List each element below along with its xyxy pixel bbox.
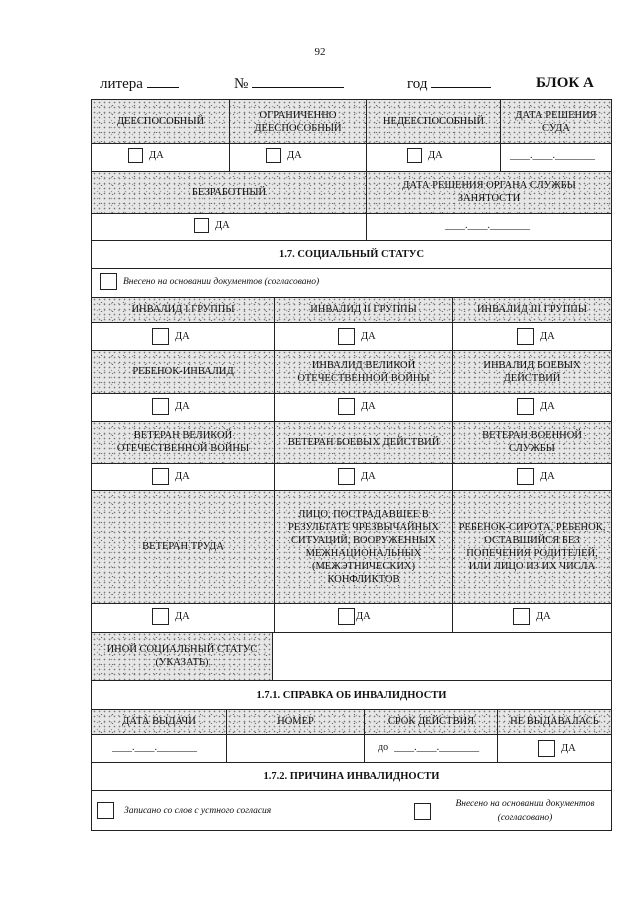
hline <box>91 143 612 144</box>
yes-label: ДА <box>287 150 302 161</box>
yes-label: ДА <box>361 401 376 412</box>
label-veteran-ww2: ВЕТЕРАН ВЕЛИКОЙ ОТЕЧЕСТВЕННОЙ ВОЙНЫ <box>116 430 250 454</box>
checkbox[interactable] <box>338 468 355 485</box>
section-social-status: 1.7. СОЦИАЛЬНЫЙ СТАТУС <box>278 249 425 260</box>
yes-label: ДА <box>540 331 555 342</box>
yes-label: ДА <box>149 150 164 161</box>
disabled-2-yes[interactable] <box>338 328 376 345</box>
label-disabled-3: ИНВАЛИД III ГРУППЫ <box>476 304 588 315</box>
label-veteran-combat: ВЕТЕРАН БОЕВЫХ ДЕЙСТВИЙ <box>287 436 440 448</box>
checkbox[interactable] <box>517 398 534 415</box>
number-field[interactable] <box>234 74 344 93</box>
issue-date-field[interactable]: ____.____.________ <box>112 742 197 753</box>
hline <box>91 463 612 464</box>
yes-label: ДА <box>540 471 555 482</box>
yes-label: ДА <box>540 401 555 412</box>
until-label: до <box>378 742 389 753</box>
yes-label: ДА <box>175 331 190 342</box>
checkbox[interactable] <box>152 608 169 625</box>
capable-yes[interactable] <box>128 148 164 163</box>
label-veteran-labor: ВЕТЕРАН ТРУДА <box>142 541 224 552</box>
veteran-military-yes[interactable] <box>517 468 555 485</box>
section-disability-certificate: 1.7.1. СПРАВКА ОБ ИНВАЛИДНОСТИ <box>256 689 447 701</box>
label-disabled-combat: ИНВАЛИД БОЕВЫХ ДЕЙСТВИЙ <box>483 359 581 384</box>
label-unemployed: БЕЗРАБОТНЫЙ <box>191 186 267 198</box>
checkbox[interactable] <box>407 148 422 163</box>
year-field[interactable] <box>407 74 491 93</box>
yes-label: ДА <box>175 401 190 412</box>
litera-field[interactable] <box>100 74 179 93</box>
number-blank[interactable] <box>252 74 344 88</box>
yes-label: ДА <box>428 150 443 161</box>
label-capable: ДЕЕСПОСОБНЫЙ <box>116 116 205 127</box>
yes-label: ДА <box>215 220 230 231</box>
hline <box>91 213 612 214</box>
block-title: БЛОК А <box>536 75 594 91</box>
yes-label: ДА <box>361 471 376 482</box>
validity-field[interactable] <box>378 742 479 753</box>
litera-blank[interactable] <box>147 74 179 88</box>
docs-based-option[interactable] <box>414 803 437 820</box>
orphan-yes[interactable] <box>513 608 551 625</box>
hline <box>91 268 612 269</box>
limited-capable-yes[interactable] <box>266 148 302 163</box>
not-issued-yes[interactable] <box>538 740 576 757</box>
checkbox[interactable] <box>517 328 534 345</box>
docs-based-line2: (согласовано) <box>497 813 553 823</box>
unemployed-yes[interactable] <box>194 218 230 233</box>
veteran-combat-yes[interactable] <box>338 468 376 485</box>
label-validity: СРОК ДЕЙСТВИЯ <box>387 716 475 727</box>
checkbox[interactable] <box>517 468 534 485</box>
number-label: № <box>234 76 249 92</box>
label-orphan: РЕБЕНОК-СИРОТА, РЕБЕНОК, ОСТАВШИЙСЯ БЕЗ ПОПЕЧЕНИЯ РОДИТЕЛЕЙ, ИЛИ ЛИЦО ИЗ ИХ ЧИСЛА <box>458 521 606 572</box>
label-not-issued: НЕ ВЫДАВАЛАСЬ <box>510 716 599 727</box>
label-disabled-2: ИНВАЛИД II ГРУППЫ <box>310 304 417 315</box>
checkbox[interactable] <box>152 398 169 415</box>
yes-label: ДА <box>561 743 576 754</box>
emergency-victim-yes[interactable] <box>338 608 371 625</box>
label-veteran-military: ВЕТЕРАН ВОЕННОЙ СЛУЖБЫ <box>482 430 582 454</box>
hline <box>91 603 612 604</box>
entered-docs-option[interactable] <box>100 273 319 290</box>
docs-based-label <box>440 797 610 825</box>
disabled-1-yes[interactable] <box>152 328 190 345</box>
label-disabled-ww2: ИНВАЛИД ВЕЛИКОЙ ОТЕЧЕСТВЕННОЙ ВОЙНЫ <box>297 359 430 384</box>
checkbox[interactable] <box>266 148 281 163</box>
incapable-yes[interactable] <box>407 148 443 163</box>
hline <box>91 790 612 791</box>
checkbox[interactable] <box>338 398 355 415</box>
checkbox[interactable] <box>152 328 169 345</box>
disabled-ww2-yes[interactable] <box>338 398 376 415</box>
checkbox[interactable] <box>128 148 143 163</box>
checkbox[interactable] <box>100 273 117 290</box>
until-blank[interactable]: ____.____.________ <box>394 742 480 753</box>
label-disabled-child: РЕБЕНОК-ИНВАЛИД <box>132 366 234 377</box>
yes-label: ДА <box>175 611 190 622</box>
disabled-combat-yes[interactable] <box>517 398 555 415</box>
yes-label: ДА <box>536 611 551 622</box>
label-issue-date: ДАТА ВЫДАЧИ <box>122 716 196 727</box>
disabled-3-yes[interactable] <box>517 328 555 345</box>
hline <box>91 322 612 323</box>
page-number: 92 <box>314 46 326 58</box>
veteran-labor-yes[interactable] <box>152 608 190 625</box>
litera-label: литера <box>100 76 143 92</box>
checkbox[interactable] <box>152 468 169 485</box>
label-court-date: ДАТА РЕШЕНИЯ СУДА <box>515 109 597 134</box>
label-incapable: НЕДЕЕСПОСОБНЫЙ <box>382 116 485 127</box>
year-blank[interactable] <box>431 74 491 88</box>
label-cert-number: НОМЕР <box>277 716 314 727</box>
label-employment-date: ДАТА РЕШЕНИЯ ОРГАНА СЛУЖБЫ ЗАНЯТОСТИ <box>402 180 576 204</box>
veteran-ww2-yes[interactable] <box>152 468 190 485</box>
entered-docs-label: Внесено на основании документов (согласовано) <box>123 276 320 287</box>
label-emergency-victim: ЛИЦО, ПОСТРАДАВШЕЕ В РЕЗУЛЬТАТЕ ЧРЕЗВЫЧАЙНЫХ СИТУАЦИЙ, ВООРУЖЕННЫХ МЕЖНАЦИОНАЛЬНЫХ (МЕЖЭТНИЧЕСКИХ) КОНФЛИКТОВ <box>288 508 439 585</box>
cert-number-input[interactable] <box>227 735 364 762</box>
verbal-consent-label: Записано со слов с устного согласия <box>124 805 272 816</box>
label-limited-capable: ОГРАНИЧЕННО ДЕЕСПОСОБНЫЙ <box>254 109 342 134</box>
label-other-status: ИНОЙ СОЦИАЛЬНЫЙ СТАТУС (УКАЗАТЬ) <box>106 644 258 668</box>
checkbox[interactable] <box>538 740 555 757</box>
section-disability-cause: 1.7.2. ПРИЧИНА ИНВАЛИДНОСТИ <box>263 771 440 782</box>
other-status-input[interactable] <box>273 633 611 680</box>
checkbox[interactable] <box>414 803 431 820</box>
yes-label: ДА <box>361 331 376 342</box>
checkbox[interactable] <box>513 608 530 625</box>
hline <box>91 393 612 394</box>
docs-based-line1: Внесено на основании документов <box>455 799 595 809</box>
checkbox[interactable] <box>194 218 209 233</box>
checkbox[interactable] <box>338 608 355 625</box>
yes-label: ДА <box>356 611 371 622</box>
checkbox[interactable] <box>338 328 355 345</box>
disabled-child-yes[interactable] <box>152 398 190 415</box>
checkbox[interactable] <box>97 802 114 819</box>
verbal-consent-option[interactable] <box>97 802 271 819</box>
employment-date-field[interactable]: ____.____.________ <box>445 220 530 231</box>
year-label: год <box>407 76 428 92</box>
label-disabled-1: ИНВАЛИД I ГРУППЫ <box>131 304 235 315</box>
yes-label: ДА <box>175 471 190 482</box>
court-date-field[interactable]: ____.____.________ <box>510 150 595 161</box>
